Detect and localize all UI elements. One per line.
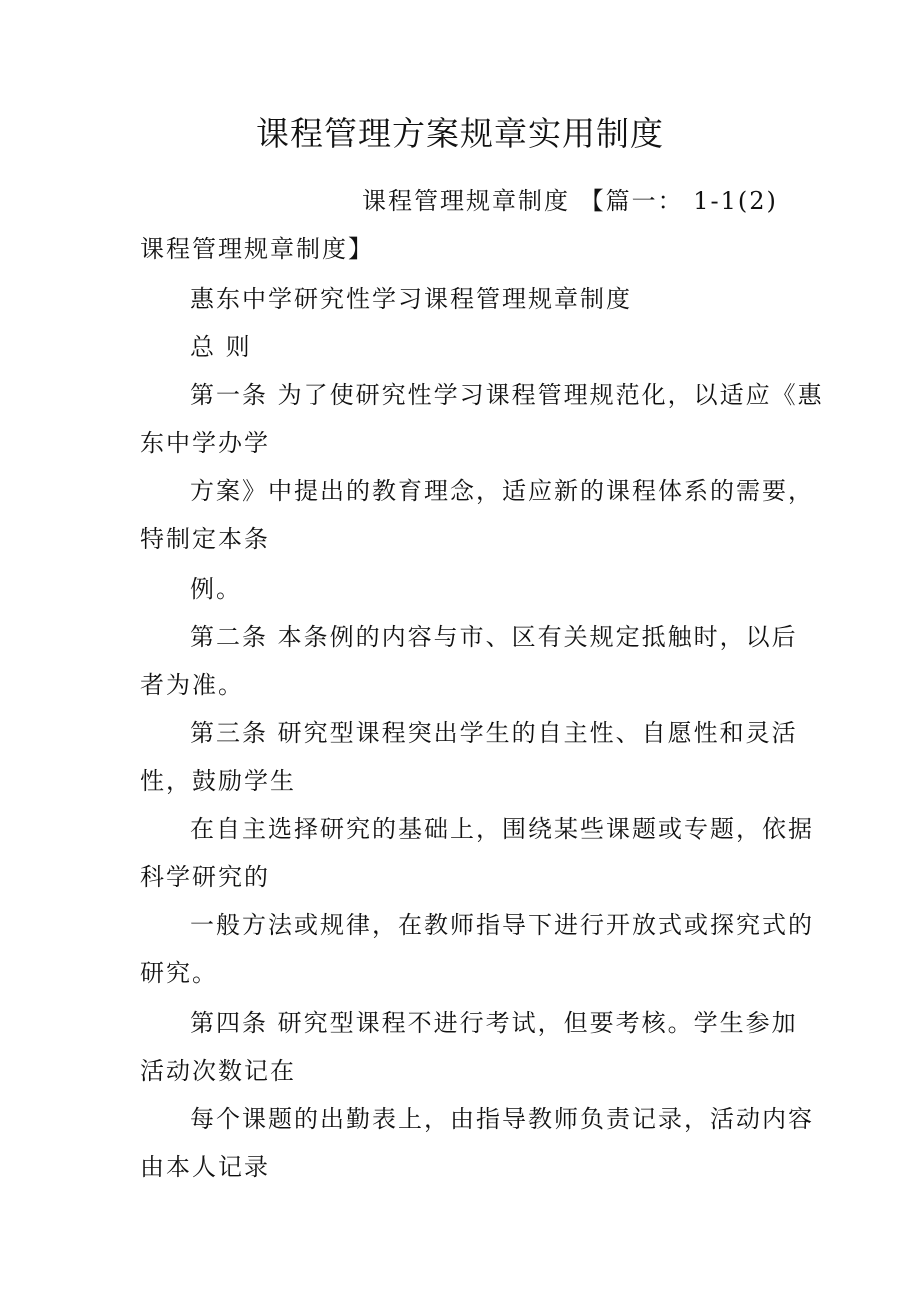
article-3-line-1: 第三条 研究型课程突出学生的自主性、自愿性和灵活: [190, 719, 798, 747]
article-3-line-2: 性，鼓励学生: [140, 767, 296, 795]
subtitle-line-2: 课程管理规章制度】: [140, 235, 374, 263]
article-3-line-4: 科学研究的: [140, 863, 270, 891]
article-2-line-2: 者为准。: [140, 671, 244, 699]
article-2-line-1: 第二条 本条例的内容与市、区有关规定抵触时，以后: [190, 623, 798, 651]
article-3-line-5: 一般方法或规律，在教师指导下进行开放式或探究式的: [190, 911, 814, 939]
general-provisions-heading: 总 则: [190, 333, 252, 361]
article-4-line-2: 活动次数记在: [140, 1057, 296, 1085]
article-4-line-1: 第四条 研究型课程不进行考试，但要考核。学生参加: [190, 1009, 798, 1037]
article-4-line-4: 由本人记录: [140, 1153, 270, 1181]
article-1-line-4: 特制定本条: [140, 525, 270, 553]
section-heading: 惠东中学研究性学习课程管理规章制度: [190, 285, 632, 313]
article-1-line-3: 方案》中提出的教育理念，适应新的课程体系的需要，: [190, 477, 814, 505]
subtitle-line-1: 课程管理规章制度 【篇一： 1-1(2): [362, 187, 778, 215]
article-1-line-5: 例。: [190, 575, 242, 603]
document-title: 课程管理方案规章实用制度: [256, 114, 664, 153]
article-3-line-6: 研究。: [140, 959, 218, 987]
article-4-line-3: 每个课题的出勤表上，由指导教师负责记录，活动内容: [190, 1105, 814, 1133]
article-1-line-1: 第一条 为了使研究性学习课程管理规范化，以适应《惠: [190, 381, 824, 409]
article-1-line-2: 东中学办学: [140, 429, 270, 457]
article-3-line-3: 在自主选择研究的基础上，围绕某些课题或专题，依据: [190, 815, 814, 843]
